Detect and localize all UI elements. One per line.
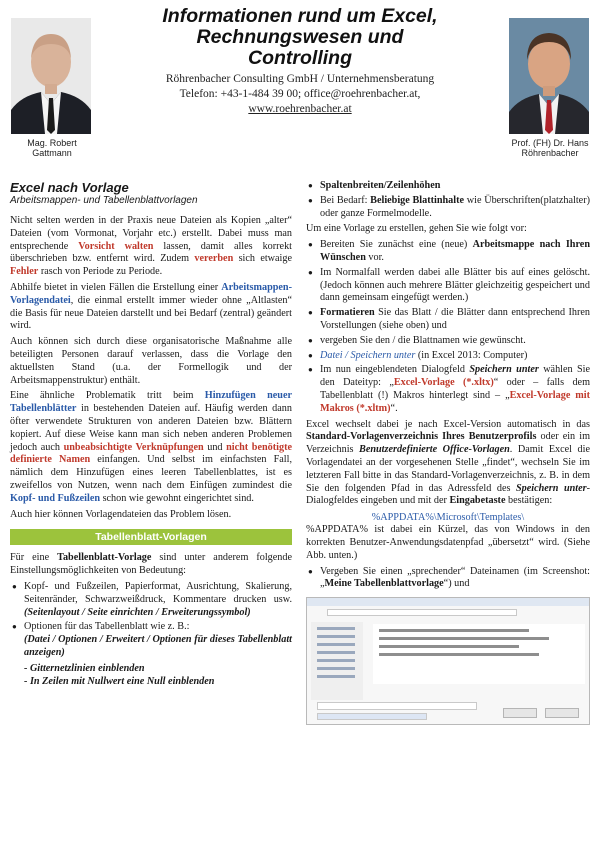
title-line3: Controlling [248, 47, 352, 69]
text-bold: Eingabetaste [449, 495, 506, 507]
highlight-namen: nicht benötigte definierte Namen [10, 441, 292, 466]
person-portrait-icon [509, 18, 589, 134]
list-item [306, 239, 590, 265]
text-span: “) und [443, 578, 470, 590]
settings-list [10, 581, 292, 660]
save-dialog-screenshot [306, 597, 590, 725]
text-span: bestätigen: [505, 495, 553, 507]
dialog-navigation-pane [311, 622, 363, 700]
text-span: Abhilfe bietet in vielen Fällen die Erstellung einer [10, 281, 222, 293]
highlight-neue-blaetter: Hinzufügen neuer Tabellenblätter [10, 390, 292, 415]
highlight-vorsicht: Vorsicht walten [78, 240, 154, 252]
text-span: Für eine [10, 552, 58, 564]
list-item [306, 180, 590, 193]
settings-list-continued [306, 180, 590, 220]
text-span: “. [390, 402, 398, 414]
dialog-filename-field [317, 702, 477, 710]
paragraph-problematik [10, 390, 292, 505]
dialog-cancel-button [545, 708, 579, 718]
text-span: Excel wechselt dabei je nach Excel-Version automatisch in das [306, 418, 590, 430]
text-span: lassen, damit alles korrekt überschrieben bzw. entfernt wird. Zudem [10, 240, 292, 265]
highlight-kopfzeilen: Kopf- und Fußzeilen [10, 492, 101, 504]
company-name: Röhrenbacher Consulting GmbH / Unternehmensberatung [165, 73, 435, 85]
steps-list-continued [306, 566, 590, 592]
author-caption-right [500, 138, 600, 158]
text-bold: Formatieren [320, 307, 375, 319]
highlight-vorlagendatei: Arbeitsmappen-Vorlagendatei [10, 281, 292, 306]
text-span: Vergeben Sie einen „sprechender“ Dateinamen (im Screenshot: „ [320, 565, 590, 590]
list-item [306, 350, 590, 363]
text-span: Sie das Blatt / die Blätter dann entsprechend Ihren Vorstellungen (siehe oben) und [320, 307, 590, 331]
text-span: in bestehenden Dateien auf. Häufig werden dann öfter verwendete Strukturen von anderen Dateien bzw. Blättern kopiert. Auf diese Weise kann man sich neben anderen Problemen jedoch auch [10, 403, 292, 453]
paragraph-tabellenblatt [10, 552, 292, 578]
appdata-path: %APPDATA%\Microsoft\Templates\ [371, 512, 525, 524]
highlight-fehler: Fehler [10, 266, 39, 278]
highlight-xltm: Excel-Vorlage mit Makros (*.xltm) [320, 389, 590, 414]
title-line2: Rechnungswesen und [196, 26, 404, 48]
paragraph-verzeichnis [306, 419, 590, 509]
text-bold-italic: Benutzerdefinierte Office-Vorlagen [359, 444, 510, 456]
text-bold-italic: Speichern unter [469, 364, 539, 376]
paragraph-steps-intro: Um eine Vorlage zu erstellen, gehen Sie wie folgt vor: [306, 223, 527, 235]
text-span: Kopf- und Fußzeilen, Papierformat, Ausrichtung, Skalierung, Seitenränder, Schwarzweißdruck, Kommentare drucken usw. [24, 580, 292, 605]
text-span: Eine ähnliche Problematik tritt beim [10, 390, 205, 402]
text-span: Optionen für das Tabellenblatt wie z. B.: [24, 621, 190, 633]
text-span: sich etwaige [233, 253, 292, 265]
list-item [10, 581, 292, 619]
menu-path: (Seitenlayout / Seite einrichten / Erweiterungssymbol) [24, 606, 251, 618]
page-header [0, 0, 600, 182]
highlight-verknuepfungen: unbeabsichtigte Verknüpfungen [63, 441, 204, 453]
company-website-link[interactable]: www.roehrenbacher.at [248, 103, 352, 115]
text-bold: Standard-Vorlagenverzeichnis Ihres Benutzerprofils [306, 431, 537, 443]
subsection-banner: Tabellenblatt-Vorlagen [10, 529, 292, 545]
person-portrait-icon [11, 18, 91, 134]
author-photo-left [11, 18, 91, 134]
section-title: Excel nach Vorlage [10, 180, 129, 195]
list-item: ● Im Normalfall werden dabei alle Blätter bis auf eines gelöscht. (Jedoch können auch mehrere Blätter gleichzeitig gespeichert und dann gemeinsam eingefügt werden.) [306, 267, 590, 305]
author-right-line1: Prof. (FH) Dr. Hans [511, 138, 589, 148]
highlight-xltx: Excel-Vorlage (*.xltx) [393, 377, 494, 389]
text-span: rasch von Periode zu Periode. [38, 266, 163, 278]
title-line1: Informationen rund um Excel, [162, 5, 438, 27]
text-span: Nicht selten werden in der Praxis neue Dateien als Kopien „alter“ Dateien (vom Vormonat, Vorjahr etc.) erstellt. Dabei muss man entsprechende [10, 215, 292, 252]
paragraph-loesung: Auch hier können Vorlagendateien das Problem lösen. [10, 508, 232, 520]
text-span: sind unter anderem folgende Einstellungsmöglichkeiten von Bedeutung: [10, 552, 292, 577]
text-span: Bereiten Sie zunächst eine (neue) [320, 239, 473, 251]
text-span: -Dialogfeldes eingeben und mit der [306, 482, 590, 507]
text-span: wie Überschriften(platzhalter) oder ganze Formelmodelle. [320, 194, 590, 219]
highlight-vererben: vererben [194, 253, 234, 265]
text-bold: Beliebige Blattinhalte [370, 194, 465, 206]
paragraph-appdata: %APPDATA% ist dabei ein Kürzel, das von Windows in den korrekten Benutzer-Anwendungsdatenpfad „übersetzt“ wird. (Siehe Abb. unten.) [306, 524, 590, 561]
list-item: ● vergeben Sie den / die Blattnamen wie gewünscht. [306, 335, 590, 348]
text-bold: Tabellenblatt-Vorlage [57, 552, 152, 564]
text-span: einfangen. Und selbst im einfachsten Fall, nämlich dem Hinzufügen eines leeren Tabellenblattes, ist es zweifellos von Nutzen, wenn nach dem Einfügen zumindest die [10, 454, 292, 491]
option-nullwert: - In Zeilen mit Nullwert eine Null einblenden [24, 675, 215, 687]
text-span: (in Excel 2013: Computer) [415, 349, 528, 361]
list-item [306, 364, 590, 415]
text-span: und [203, 441, 227, 453]
right-column [306, 180, 590, 725]
company-block [120, 72, 480, 117]
dialog-address-bar [327, 609, 517, 616]
list-item [306, 195, 590, 221]
text-span: oder ein im Verzeichnis [306, 431, 590, 456]
text-span: wählen Sie den Dateityp: „ [320, 364, 590, 389]
company-contact: Telefon: +43-1-484 39 00; office@roehrenbacher.at, [179, 88, 421, 100]
list-item [306, 307, 590, 333]
text-span: Im nun eingeblendeten Dialogfeld [320, 364, 470, 376]
section-subtitle: Arbeitsmappen- und Tabellenblattvorlagen [10, 195, 198, 206]
author-photo-right [509, 18, 589, 134]
option-gitternetz: - Gitternetzlinien einblenden [24, 662, 145, 674]
dialog-filetype-field [317, 713, 427, 720]
text-bold-italic: Speichern unter [515, 482, 587, 494]
list-item [306, 566, 590, 592]
text-span: schon wie gewohnt eingerichtet sind. [100, 492, 254, 504]
page-title [120, 6, 480, 69]
text-bold: Arbeitsmappe nach Ihren Wünschen [320, 239, 590, 263]
text-span: , die einmal erstellt immer wieder ohne „Altlasten“ die Basis für neue Dateien darstellt und bei Bedarf (zentral) geändert wird. [10, 294, 292, 332]
author-left-line2: Gattmann [32, 148, 72, 158]
left-column [10, 180, 292, 688]
paragraph-intro [10, 215, 292, 279]
author-left-line1: Mag. Robert [27, 138, 77, 148]
text-bold: Meine Tabellenblattvorlage [324, 578, 444, 590]
list-item [10, 621, 292, 659]
steps-list [306, 239, 590, 415]
author-caption-left [2, 138, 102, 158]
dialog-titlebar [307, 598, 589, 606]
menu-path: Datei / Speichern unter [320, 349, 416, 361]
paragraph-organisation: Auch können sich durch diese organisatorische Maßnahme alle beteiligten Personen darauf verlassen, dass die Vorlage den aktuellsten Stand (u.a. der Formellogik und der Arbeitsmappenstruktur) enthält. [10, 336, 292, 386]
menu-path: (Datei / Optionen / Erweitert / Optionen für dieses Tabellenblatt anzeigen) [24, 634, 292, 658]
dialog-file-list [373, 624, 585, 684]
dialog-save-button [503, 708, 537, 718]
text-bold: Spaltenbreiten/Zeilenhöhen [320, 180, 441, 191]
text-span: vor. [365, 251, 384, 263]
author-right-line2: Röhrenbacher [521, 148, 579, 158]
text-span: “ oder – falls dem Tabellenblatt (!) Makros hinterlegt sind – „ [320, 377, 590, 401]
text-span: . Damit Excel die Vorlagendatei an der vorgesehenen Stelle „findet“, wechseln Sie im letzteren Fall bitte in das Standard-Vorlagenverzeichnis, z. B. in dem Sie den folgenden Pfad in das Adressfeld des [306, 444, 590, 494]
paragraph-abhilfe [10, 282, 292, 333]
text-span: Bei Bedarf: [320, 194, 371, 206]
